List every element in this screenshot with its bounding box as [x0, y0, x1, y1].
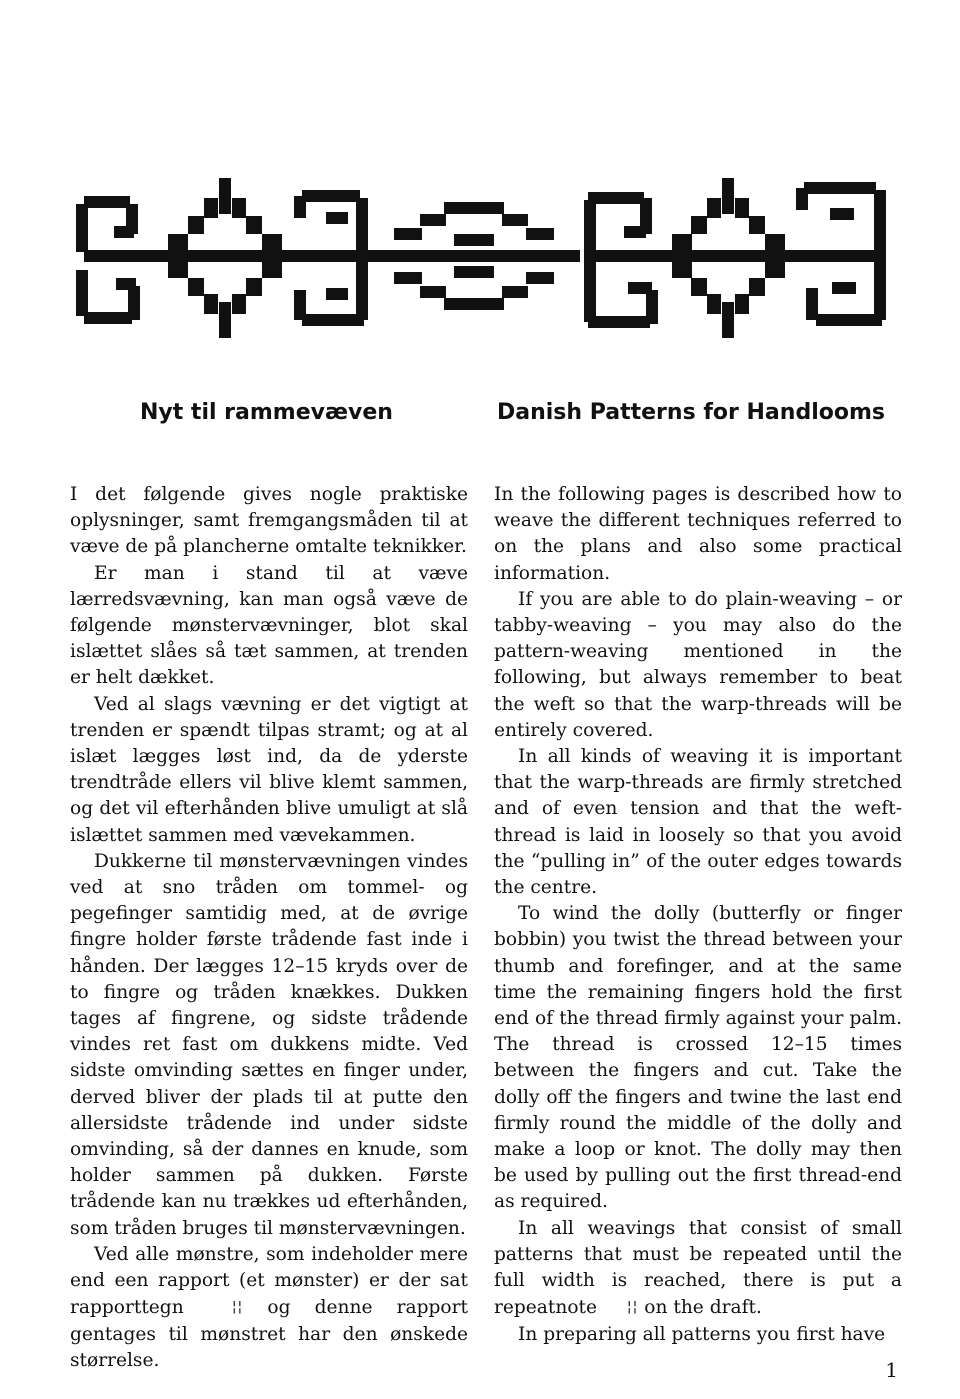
english-paragraph: If you are able to do plain-weaving – or tabby-weaving – you may also do the pattern-weaving mentioned in the following, but always remember to beat the weft so that the warp-threads will be entirely covered.: [494, 588, 902, 741]
danish-paragraph: I det følgende gives nogle praktiske oplysninger, samt fremgangsmåden til at væve de på plancherne omtalte teknikker.: [70, 484, 468, 558]
diamond-motif-2: [654, 178, 802, 338]
english-paragraph: [494, 1216, 902, 1322]
danish-heading: Nyt til rammevæven: [140, 400, 393, 425]
english-paragraph: In the following pages is described how to weave the different techniques referred to on the plans and also some practical information.: [494, 484, 902, 584]
diamond-motif-1: [148, 178, 302, 338]
page-number: 1: [885, 1358, 898, 1382]
english-heading: Danish Patterns for Handlooms: [497, 400, 885, 425]
danish-paragraph: [70, 1242, 468, 1374]
english-paragraph-text: In all weavings that consist of small patterns that must be repeated until the full width is reached, there is put a repeatnote: [494, 1217, 902, 1319]
center-lozenge-motif: [368, 202, 580, 310]
scroll-motif-left: [76, 196, 148, 324]
english-paragraph: In preparing all patterns you first have: [518, 1323, 886, 1345]
english-column: [494, 482, 902, 1348]
repeat-mark-symbol: ¦¦: [626, 1299, 639, 1316]
danish-paragraph: Ved al slags vævning er det vigtigt at trenden er spændt tilpas stramt; og at al islæt lægges løst ind, da de yderste trendtråde ellers vil blive klemt sammen, og det vil efterhånden blive umuligt at slå islættet sammen med vævekammen.: [70, 693, 468, 846]
scroll-motif-center-left: [294, 190, 368, 326]
danish-paragraph: Dukkerne til mønstervævningen vindes ved at sno tråden om tommel- og pegefinger samtidig med, at de øvrige fingre holder første trådende fast inde i hånden. Der lægges 12–15 kryds over de to fingre og tråden knækkes. Dukken tages af fingrene, og sidste trådende vindes ret fast om dukkens midte. Ved sidste omvinding sættes en finger under, derved bliver der plads til at putte den allersidste trådende ind under sidste omvinding, så der dannes en knude, som holder sammen på dukken. Første trådende kan nu trækkes ud efterhånden, som tråden bruges til mønstervævningen.: [70, 850, 468, 1239]
scroll-motif-right: [796, 182, 886, 326]
danish-paragraph-text: og denne rapport gentages til mønstret har den ønskede størrelse.: [70, 1297, 468, 1371]
english-paragraph: In all kinds of weaving it is important that the warp-threads are firmly stretched and of even tension and that the weft-thread is laid in loosely so that you avoid the “pulling in” of the outer edges towards the centre.: [494, 746, 902, 899]
english-paragraph-text: on the draft.: [638, 1297, 762, 1319]
repeat-mark-symbol: ¦¦: [231, 1299, 244, 1316]
danish-column: [70, 482, 468, 1374]
woven-pattern-ornament: [76, 178, 888, 338]
danish-paragraph-text: Ved alle mønstre, som indeholder mere end een rapport (et mønster) er der sat rapporttegn: [70, 1243, 468, 1319]
english-paragraph: To wind the dolly (butterfly or finger bobbin) you twist the thread between your thumb and forefinger, and at the same time the remaining fingers hold the first end of the thread firmly against your palm. The thread is crossed 12–15 times between the fingers and cut. Take the dolly off the fingers and twine the last end firmly round the middle of the dolly and make a loop or knot. The dolly may then be used by pulling out the first thread-end as required.: [494, 903, 902, 1213]
danish-paragraph: Er man i stand til at væve lærredsvævning, kan man også væve de følgende mønstervævninger, blot skal islættet slåes så tæt sammen, at trenden er helt dækket.: [70, 562, 468, 689]
scroll-motif-center-right: [584, 192, 658, 328]
